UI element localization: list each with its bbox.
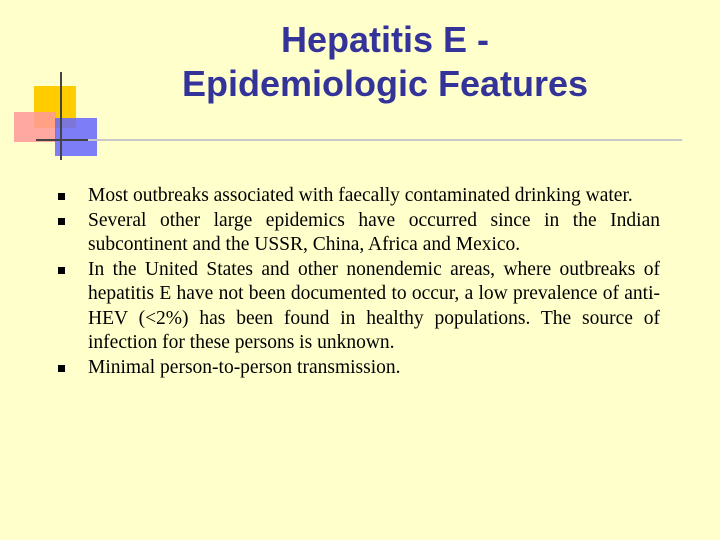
bullet-text: Several other large epidemics have occurred since in the Indian subcontinent and the USSR, China, Africa and Mexico. <box>88 209 660 255</box>
bullet-square-icon <box>58 267 65 274</box>
title-divider-accent <box>36 139 88 141</box>
bullet-item <box>56 356 660 381</box>
bullet-item <box>56 258 660 356</box>
bullet-list <box>56 184 660 380</box>
bullet-square-icon <box>58 218 65 225</box>
slide-title <box>80 18 690 106</box>
decor-vertical-line <box>60 72 62 160</box>
bullet-text: Most outbreaks associated with faecally contaminated drinking water. <box>88 185 633 206</box>
decor-red-square <box>14 112 56 142</box>
bullet-item <box>56 184 660 209</box>
slide-title-line-1: Hepatitis E - <box>280 19 490 60</box>
bullet-text: In the United States and other nonendemic areas, where outbreaks of hepatitis E have not been documented to occur, a low prevalence of anti-HEV (<2%) has been found in healthy populations. The source of infection for these persons is unknown. <box>88 258 660 353</box>
slide-title-line-2: Epidemiologic Features <box>181 63 589 104</box>
bullet-square-icon <box>58 365 65 372</box>
bullet-item <box>56 209 660 258</box>
bullet-square-icon <box>58 193 65 200</box>
title-divider <box>36 139 682 141</box>
bullet-text: Minimal person-to-person transmission. <box>88 356 401 378</box>
